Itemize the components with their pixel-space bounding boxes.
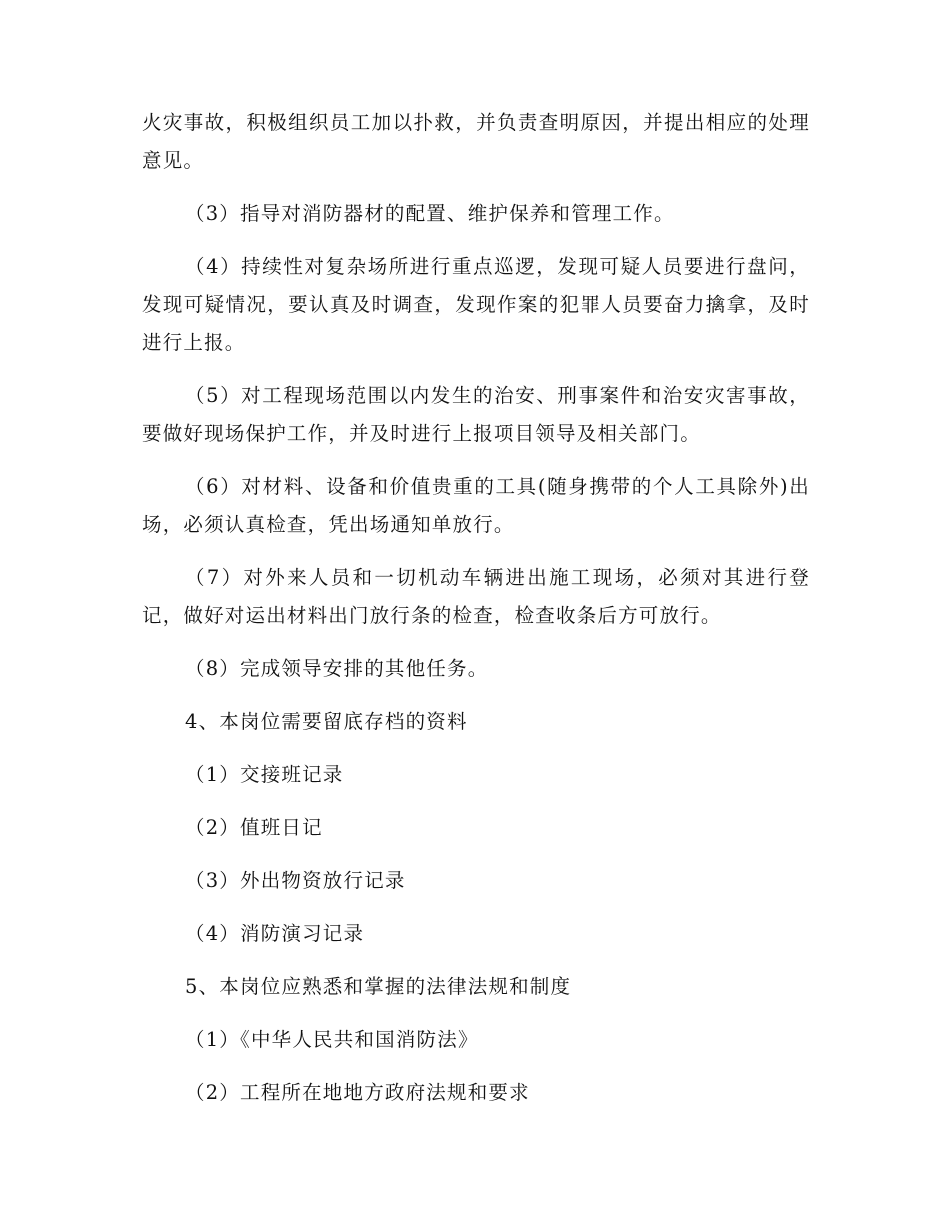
section-heading: 5、本岗位应熟悉和掌握的法律法规和制度 <box>185 975 572 998</box>
list-item: （2）值班日记 <box>185 816 323 839</box>
list-item: （4）消防演习记录 <box>185 922 365 945</box>
paragraph: （5）对工程现场范围以内发生的治安、刑事案件和治安灾害事故，要做好现场保护工作，并及时进行上报项目领导及相关部门。 <box>142 384 810 445</box>
paragraph: （6）对材料、设备和价值贵重的工具(随身携带的个人工具除外)出场，必须认真检查，凭出场通知单放行。 <box>142 475 810 536</box>
paragraph: （3）指导对消防器材的配置、维护保养和管理工作。 <box>185 202 675 225</box>
list-item: （1）交接班记录 <box>185 763 344 786</box>
section-heading: 4、本岗位需要留底存档的资料 <box>185 710 468 733</box>
paragraph: 火灾事故，积极组织员工加以扑救，并负责查明原因，并提出相应的处理意见。 <box>142 111 810 172</box>
paragraph: （7）对外来人员和一切机动车辆进出施工现场，必须对其进行登记，做好对运出材料出门放行条的检查，检查收条后方可放行。 <box>142 566 810 627</box>
list-item: （1）《中华人民共和国消防法》 <box>185 1028 479 1051</box>
document-page <box>142 104 810 1112</box>
paragraph: （4）持续性对复杂场所进行重点巡逻，发现可疑人员要进行盘问，发现可疑情况，要认真及时调查，发现作案的犯罪人员要奋力擒拿，及时进行上报。 <box>142 255 810 354</box>
list-item: （3）外出物资放行记录 <box>185 869 406 892</box>
paragraph: （8）完成领导安排的其他任务。 <box>185 657 489 680</box>
list-item: （2）工程所在地地方政府法规和要求 <box>185 1081 530 1104</box>
